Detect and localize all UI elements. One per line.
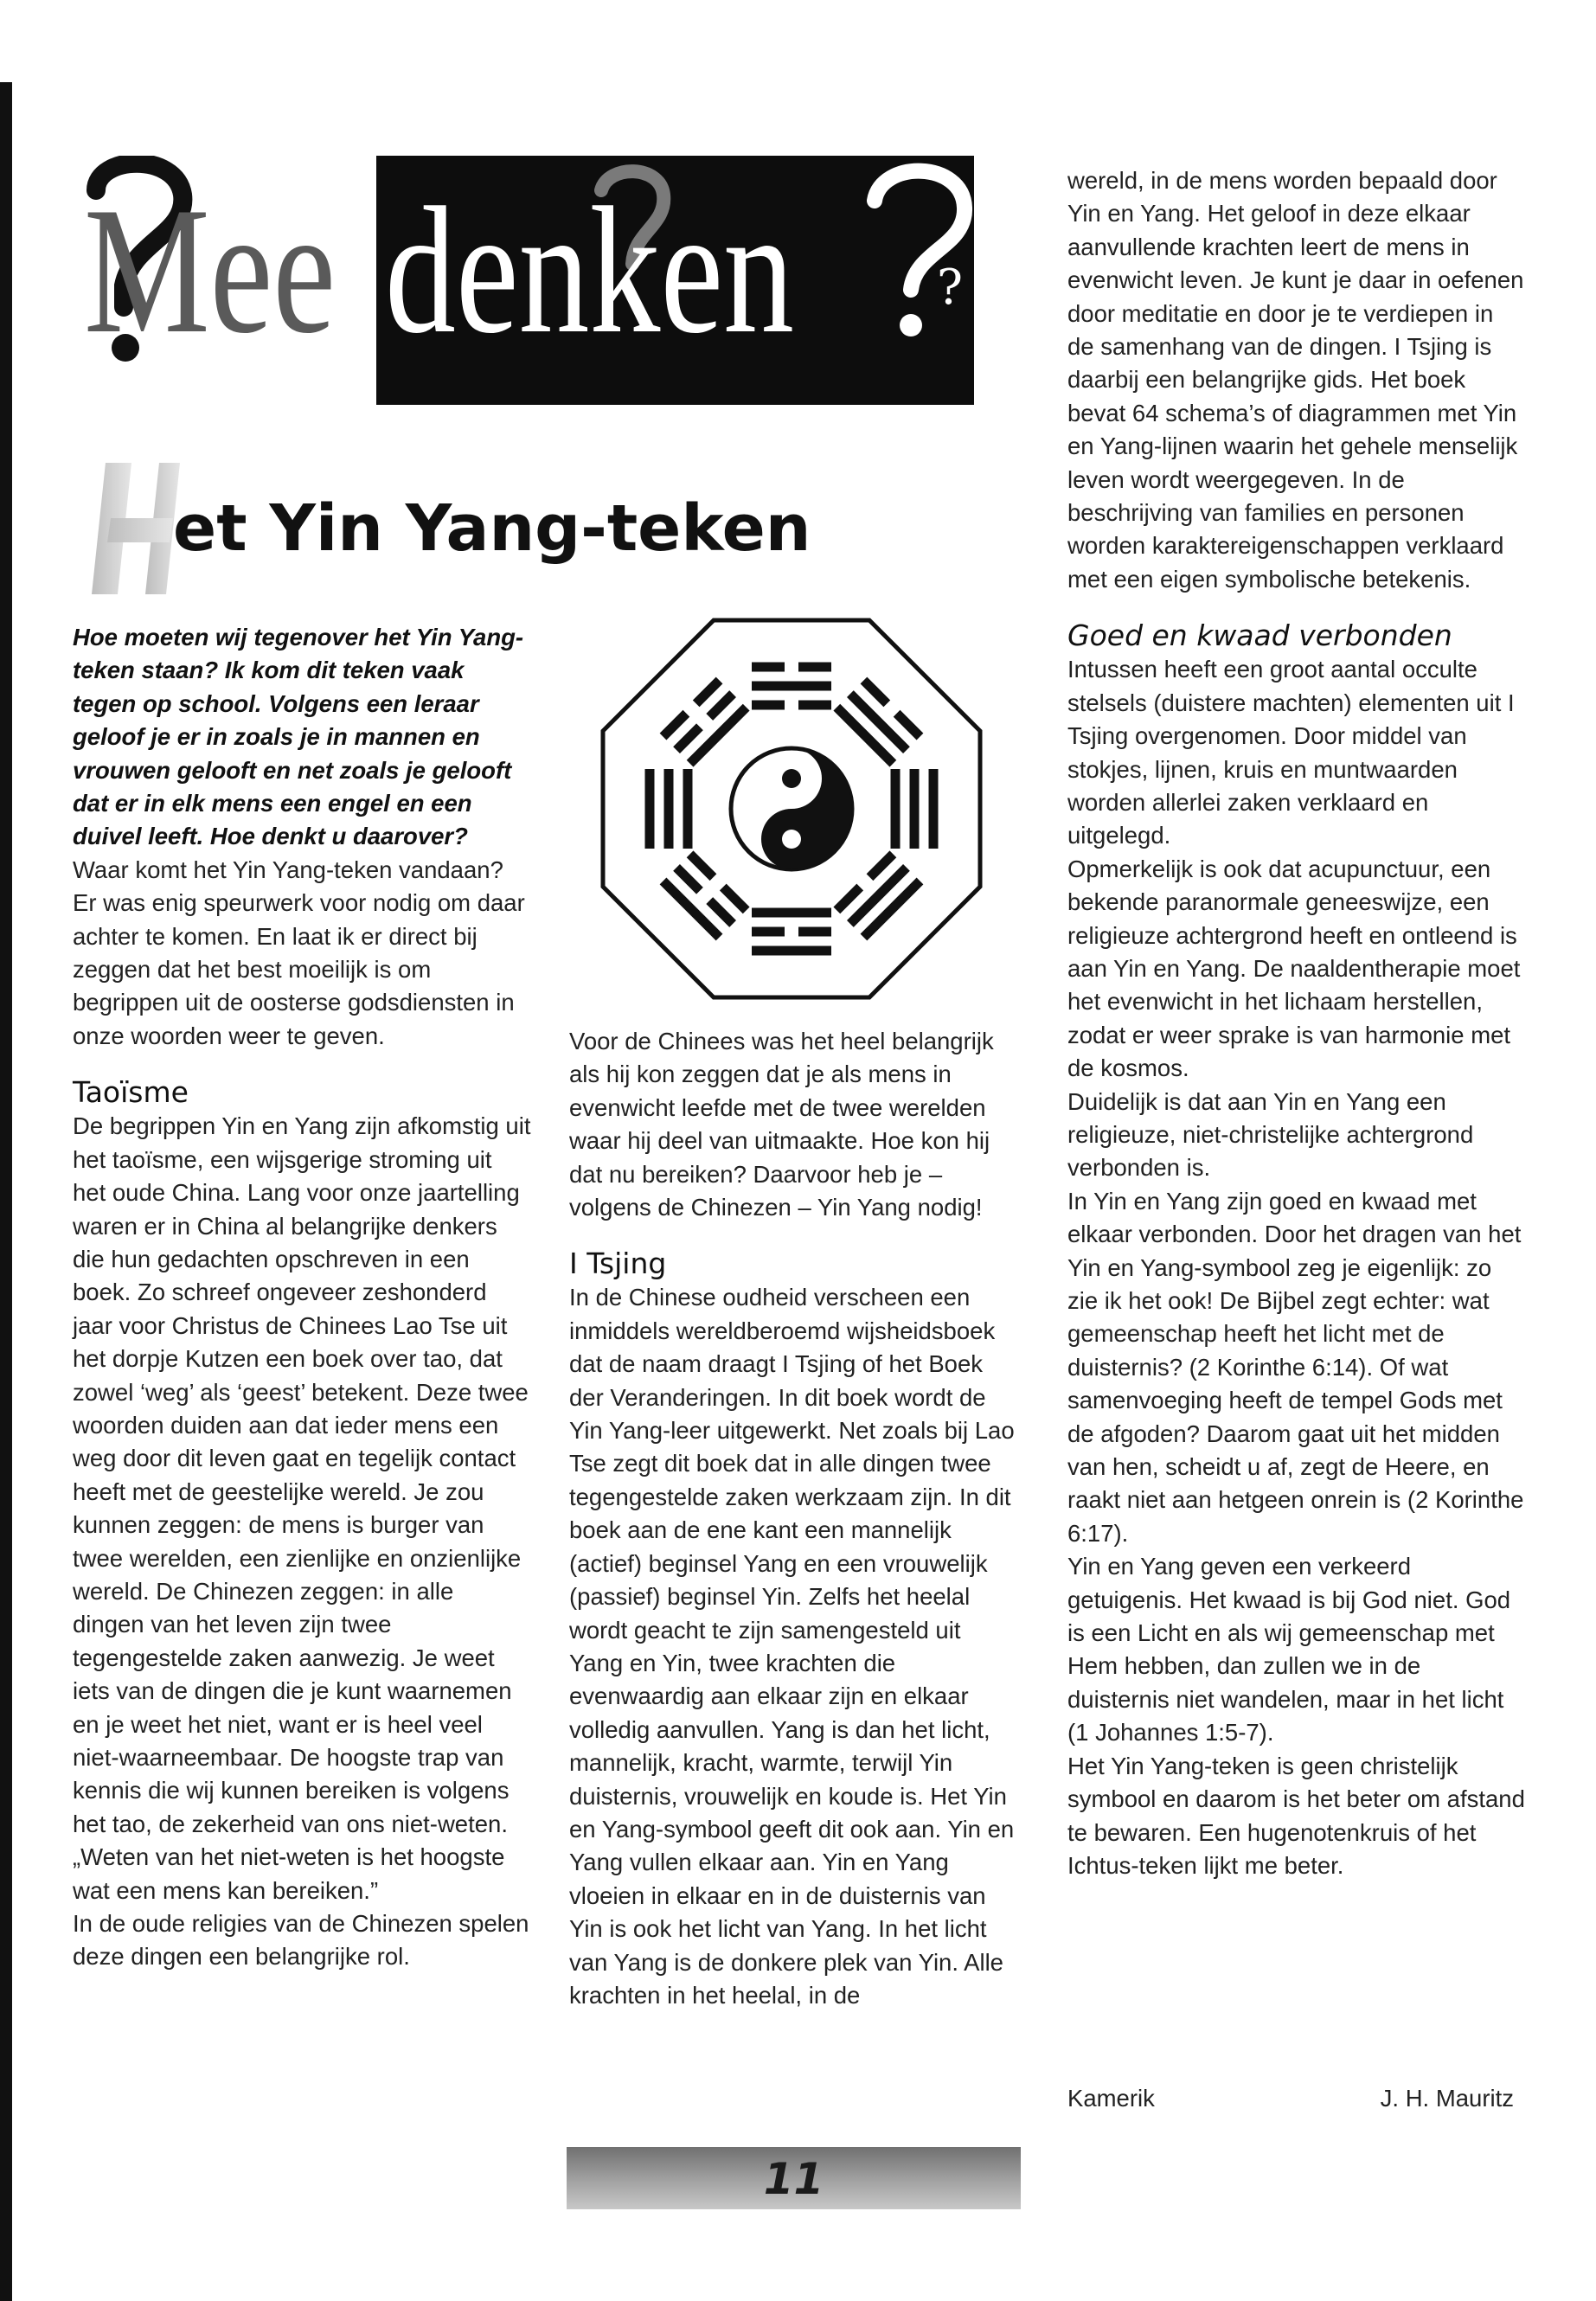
column-2-paragraph-2: In de Chinese oudheid verscheen een inmiddels wereldberoemd wijsheidsboek dat de naam draagt I Tsjing of het Boek der Veranderingen. In dit boek wordt de Yin Yang-leer uitgewerkt. Net zoals bij Lao Tse zegt dit boek dat in alle dingen twee tegengestelde zaken werkzaam zijn. In dit boek aan de ene kant een mannelijk (actief) beginsel Yang en een vrouwelijk (passief) beginsel Yin. Zelfs het heelal wordt geacht te zijn samengesteld uit Yang en Yin, twee krachten die evenwaardig aan elkaar zijn en elkaar volledig aanvullen. Yang is dan het licht, mannelijk, kracht, warmte, terwijl Yin duisternis, vrouwelijk en koude is. Het Yin en Yang-symbool geeft dit ook aan. Yin en Yang vullen elkaar aan. Yin en Yang vloeien in elkaar en in de duisternis van Yin is ook het licht van Yang. In het licht van Yang is de donkere plek van Yin. Alle krachten in het heelal, in de	[569, 1284, 1015, 2009]
column-3	[1067, 164, 1526, 1882]
column-3-paragraph-7: Het Yin Yang-teken is geen christelijk symbool en daarom is het beter om afstand te bewaren. Een hugenotenkruis of het Ichtus-teken lijkt me beter.	[1067, 1752, 1525, 1879]
intro-question: Hoe moeten wij tegenover het Yin Yang-teken staan? Ik kom dit teken vaak tegen op school. Volgens een leraar geloof je er in zoals je in mannen en vrouwen gelooft en net zoals je gelooft dat er in elk mens een engel en een duivel leeft. Hoe denkt u daarover?	[73, 624, 524, 850]
column-1-paragraph-3: In de oude religies van de Chinezen spelen deze dingen een belangrijke rol.	[73, 1910, 529, 1971]
column-3-paragraph-6: Yin en Yang geven een verkeerd getuigenis. Het kwaad is bij God niet. God is een Licht en als wij gemeenschap met Hem hebben, dan zullen we in de duisternis niet wandelen, maar in het licht (1 Johannes 1:5-7).	[1067, 1553, 1511, 1747]
column-3-paragraph-4: Duidelijk is dat aan Yin en Yang een religieuze, niet-christelijke achtergrond verbonden is.	[1067, 1087, 1474, 1182]
title-drop-cap-letter	[87, 463, 180, 594]
masthead-word-mee: Mee	[84, 170, 337, 371]
column-3-paragraph-3: Opmerkelijk is ook dat acupunctuur, een bekende paranormale geneeswijze, een religieuze achtergrond heeft en ontleend is aan Yin en Yang. De naaldentherapie moet het evenwicht in het lichaam herstellen, zodat er weer sprake is van harmonie met de kosmos.	[1067, 855, 1521, 1082]
heading-taoisme: Taoïsme	[73, 1075, 189, 1110]
column-3-paragraph-1: wereld, in de mens worden bepaald door Yin en Yang. Het geloof in deze elkaar aanvullende krachten leert de mens in evenwicht leven. Je kunt je daar in oefenen door meditatie en door je te verdiepen in de samenhang van de dingen. I Tsjing is daarbij een belangrijke gids. Het boek bevat 64 schema’s of diagrammen met Yin en Yang-lijnen waarin het gehele menselijk leven wordt weergegeven. In de beschrijving van families en personen worden karaktereigenschappen verklaard met een eigen symbolische betekenis.	[1067, 167, 1524, 593]
column-2-paragraph-1: Voor de Chinees was het heel belangrijk als hij kon zeggen dat je als mens in evenwicht leefde met de twee werelden waar hij deel van uitmaakte. Hoe kon hij dat nu bereiken? Daarvoor heb je – volgens de Chinezen – Yin Yang nodig!	[569, 1028, 994, 1221]
page-edge-bar	[0, 82, 12, 2301]
heading-goed-en-kwaad: Goed en kwaad verbonden	[1067, 619, 1452, 653]
yin-yang-symbol	[731, 748, 852, 869]
article-title: et Yin Yang-teken	[173, 491, 811, 566]
column-1	[73, 621, 531, 1974]
question-mark-dot-right	[900, 314, 922, 336]
signature-author: J. H. Mauritz	[1380, 2085, 1514, 2112]
page-number: 11	[763, 2154, 824, 2204]
signature-location: Kamerik	[1067, 2085, 1155, 2112]
masthead	[72, 156, 974, 405]
column-3-paragraph-5: In Yin en Yang zijn goed en kwaad met elkaar verbonden. Door het dragen van het Yin en Yang-symbool zeg je eigenlijk: zo zie ik het ook! De Bijbel zegt echter: wat gemeenschap heeft het licht met de duisternis? (2 Korinthe 6:14). Of wat samenvoeging heeft de tempel Gods met de afgoden? Daarom gaat uit het midden van hen, scheidt u af, zegt de Heere, en raakt niet aan hetgeen onrein is (2 Korinthe 6:17).	[1067, 1187, 1524, 1547]
masthead-small-question: ?	[937, 260, 964, 316]
column-3-paragraph-2: Intussen heeft een groot aantal occulte stelsels (duistere machten) elementen uit I Tsjing overgenomen. Door middel van stokjes, lijnen, kruis en muntwaarden worden allerlei zaken verklaard en uitgelegd.	[1067, 656, 1515, 849]
trigram	[645, 769, 693, 849]
page-footer-bar	[567, 2147, 1021, 2209]
column-1-paragraph-2: De begrippen Yin en Yang zijn afkomstig uit het taoïsme, een wijsgerige stroming uit het oude China. Lang voor onze jaartelling waren er in China al belangrijke denkers die hun gedachten opschreven in een boek. Zo schreef ongeveer zeshonderd jaar voor Christus de Chinees Lao Tse uit het dorpje Kutzen een boek over tao, dat zowel ‘weg’ als ‘geest’ betekent. Deze twee woorden duiden aan dat ieder mens een weg door dit leven gaat en tegelijk contact heeft met de geestelijke wereld. Je zou kunnen zeggen: de mens is burger van twee werelden, een zienlijke en onzienlijke wereld. De Chinezen zeggen: in alle dingen van het leven zijn twee tegengestelde zaken aanwezig. Je weet iets van de dingen die je kunt waarnemen en je weet het niet, want er is heel veel niet-waarneembaar. De hoogste trap van kennis die wij kunnen bereiken is volgens het tao, de zekerheid van ons niet-weten. „Weten van het niet-weten is het hoogste wat een mens kan bereiken.”	[73, 1112, 531, 1904]
column-2	[569, 1025, 1019, 2012]
masthead-word-denken: denken	[385, 170, 795, 371]
column-1-paragraph-1: Waar komt het Yin Yang-teken vandaan? Er was enig speurwerk voor nodig om daar achter te komen. En laat ik er direct bij zeggen dat het best moeilijk is om begrippen uit de oosterse godsdiensten in onze woorden weer te geven.	[73, 856, 525, 1049]
trigram	[891, 769, 939, 849]
yin-yang-bagua-image	[588, 606, 995, 1012]
heading-i-tsjing: I Tsjing	[569, 1247, 667, 1281]
